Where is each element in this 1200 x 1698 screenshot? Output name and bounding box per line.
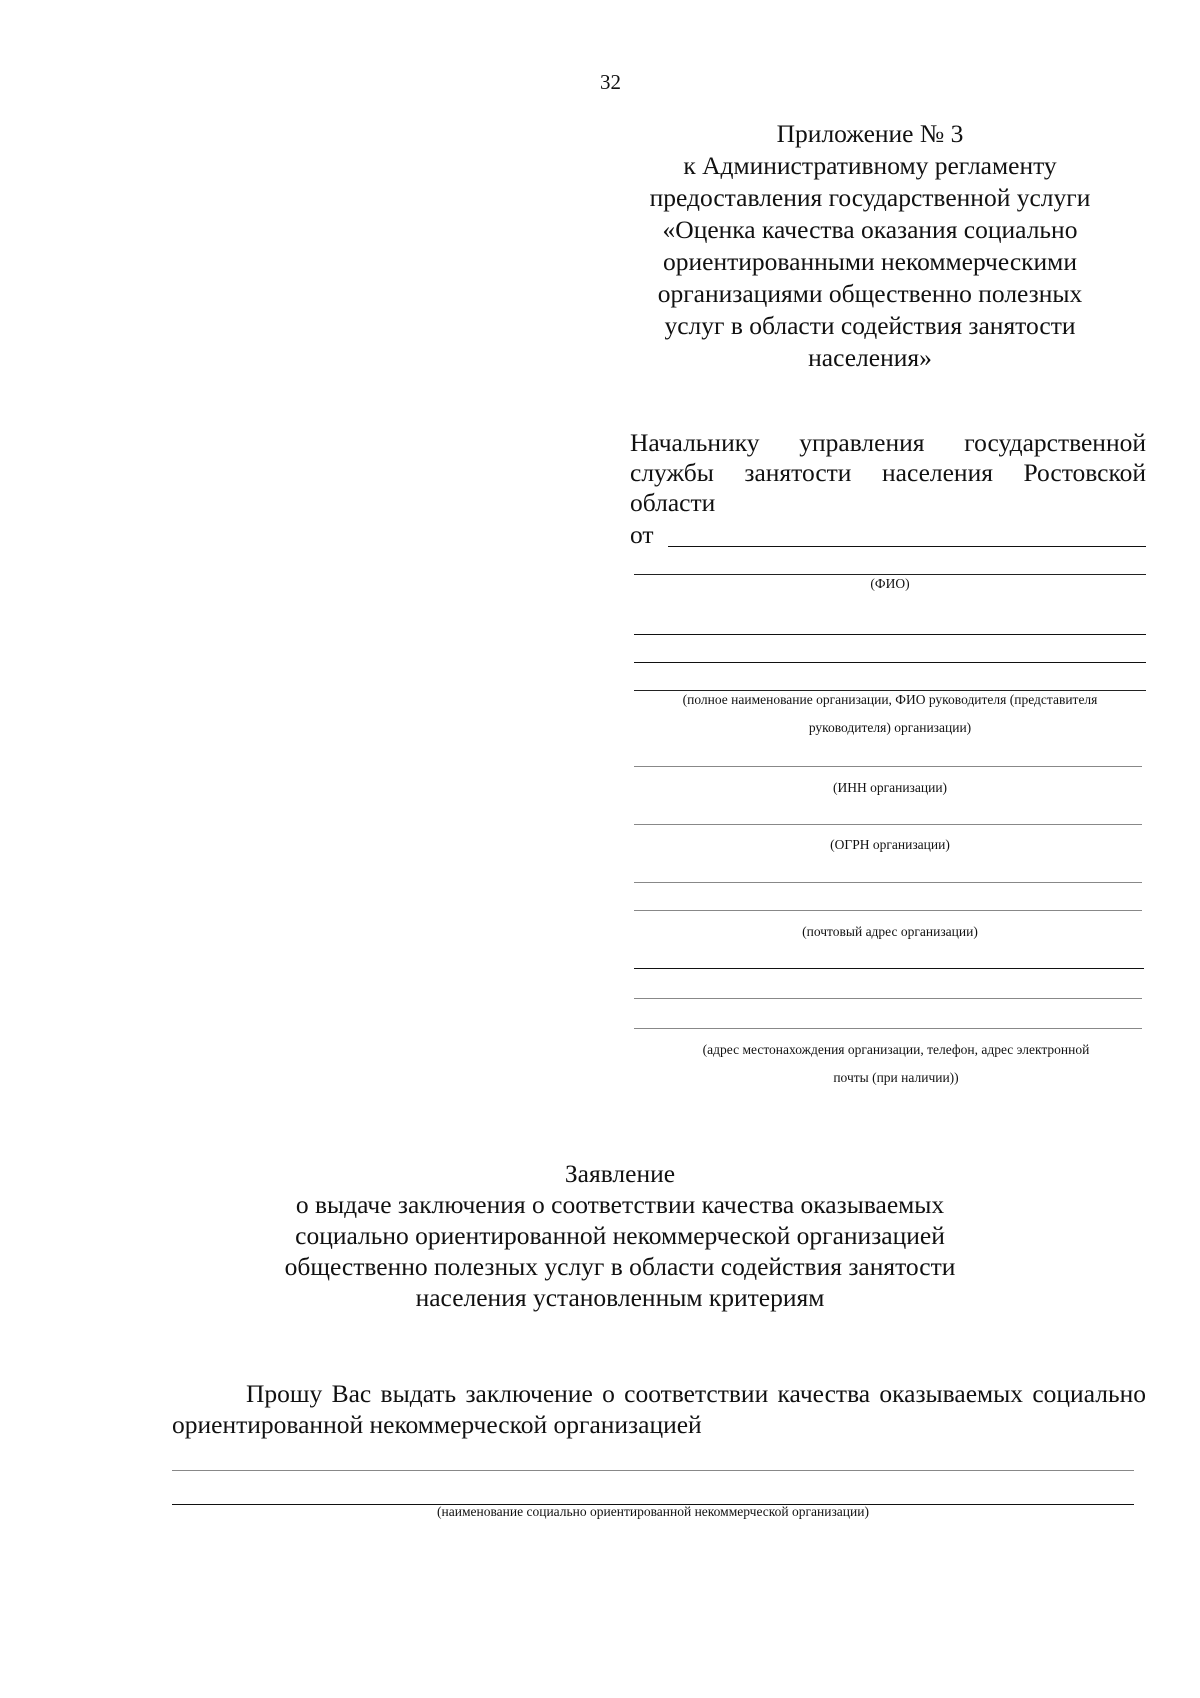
- appendix-line: предоставления государственной услуги: [649, 183, 1091, 212]
- statement-body-text: Прошу Вас выдать заключение о соответствии качества оказываемых социально ориентированной некоммерческой организацией: [172, 1379, 1146, 1439]
- ogrn-line[interactable]: [634, 824, 1142, 825]
- appendix-line: населения»: [808, 343, 932, 372]
- org-name-caption-2: руководителя) организации): [808, 720, 972, 735]
- location-line-3[interactable]: [634, 1028, 1142, 1029]
- location-caption-1: (адрес местонахождения организации, телефон, адрес электронной: [702, 1042, 1090, 1057]
- postal-address-caption: (почтовый адрес организации): [802, 924, 978, 939]
- postal-address-line-2[interactable]: [634, 910, 1142, 911]
- statement-title-line: Заявление: [564, 1159, 676, 1188]
- statement-body: [172, 1378, 1146, 1440]
- postal-address-line-1[interactable]: [634, 882, 1142, 883]
- ogrn-caption: (ОГРН организации): [830, 837, 950, 852]
- from-label: от: [630, 520, 654, 549]
- statement-title-line: общественно полезных услуг в области содействия занятости: [284, 1252, 956, 1281]
- addressee-block: Начальнику управления государственной службы занятости населения Ростовской области: [630, 428, 1146, 517]
- appendix-line: услуг в области содействия занятости: [664, 311, 1076, 340]
- appendix-line: к Административному регламенту: [683, 151, 1057, 180]
- nko-name-line-1[interactable]: [172, 1470, 1134, 1471]
- org-name-caption-1: (полное наименование организации, ФИО руководителя (представителя: [682, 692, 1098, 707]
- statement-title-line: о выдаче заключения о соответствии качества оказываемых: [295, 1190, 945, 1219]
- statement-title-line: социально ориентированной некоммерческой организацией: [295, 1221, 945, 1250]
- from-name-line[interactable]: [668, 546, 1146, 547]
- location-line-2[interactable]: [634, 998, 1142, 999]
- nko-name-caption: (наименование социально ориентированной некоммерческой организации): [437, 1504, 869, 1519]
- statement-title: [240, 1158, 1000, 1313]
- appendix-line: ориентированными некоммерческими: [663, 247, 1077, 276]
- appendix-line: Приложение № 3: [776, 119, 964, 148]
- org-name-line-2[interactable]: [634, 662, 1146, 663]
- page-number: 32: [600, 70, 621, 94]
- location-caption-2: почты (при наличии)): [833, 1070, 959, 1085]
- statement-title-line: населения установленным критериям: [415, 1283, 825, 1312]
- appendix-line: «Оценка качества оказания социально: [662, 215, 1078, 244]
- appendix-line: организациями общественно полезных: [657, 279, 1083, 308]
- org-name-line-1[interactable]: [634, 634, 1146, 635]
- fio-caption: (ФИО): [870, 576, 910, 591]
- appendix-header: [600, 118, 1140, 374]
- location-line-1[interactable]: [634, 968, 1144, 969]
- inn-caption: (ИНН организации): [832, 780, 948, 795]
- inn-line[interactable]: [634, 766, 1142, 767]
